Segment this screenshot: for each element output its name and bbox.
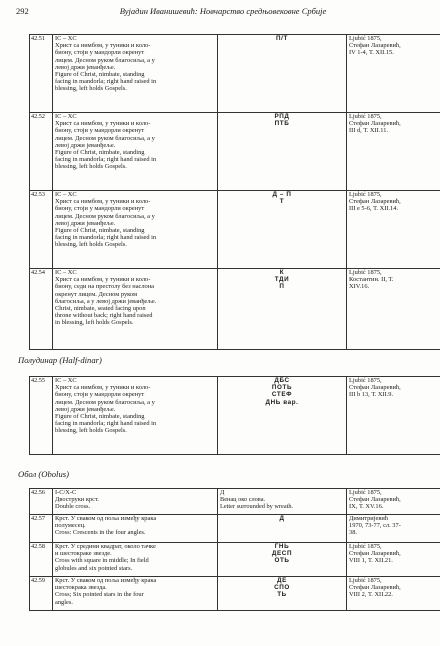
reverse-marks-line: СПО <box>274 584 290 592</box>
literature-reference-line: Стефан Лазаревић, <box>349 384 401 392</box>
obverse-description-line: IC – XC <box>55 377 77 384</box>
obverse-description-line: биону, седи на престолу без наслона <box>55 283 155 291</box>
literature-reference <box>347 577 440 611</box>
obverse-description-line: facing in mandorla; right hand raised in <box>55 78 157 86</box>
catalog-number: 42.52 <box>30 113 53 191</box>
obverse-description-line: IC – XC <box>55 113 77 120</box>
obverse-description-line: blessing, left holds Gospels. <box>55 241 127 249</box>
reverse-marks-line: Т <box>279 198 285 206</box>
obverse-description-line: IC – XC <box>55 35 77 42</box>
reverse-marks-line: РПД <box>274 113 290 120</box>
reverse-marks-line: ТЬ <box>277 591 287 599</box>
obverse-description <box>53 269 218 350</box>
literature-reference-line: Стефан Лазаревић, <box>349 584 401 592</box>
reverse-marks-line: ДЕ <box>277 577 287 584</box>
literature-reference-line: IV 1-4, Т. XII.15. <box>349 49 394 57</box>
reverse-marks-line: П/Т <box>276 35 288 42</box>
reverse-marks-line: СТЕФ <box>271 391 293 399</box>
obverse-description-line: I-C/X-C <box>55 489 77 496</box>
obverse-description-line: Cross: Crescents in the four angles. <box>55 529 146 537</box>
obverse-description-line: биону, стоји у мандорли окренут <box>55 205 145 213</box>
obverse-description-line: blessing, left holds Gospels. <box>55 427 127 435</box>
coin-table-obolus <box>29 488 440 611</box>
literature-reference-line: VIII 1, Т. XII.21. <box>349 557 393 565</box>
catalog-row <box>30 269 440 350</box>
obverse-description-line: полумесец. <box>55 522 86 530</box>
literature-reference-line: Ljubić 1875, <box>349 113 382 120</box>
reverse-marks-line: ДНЬ вар. <box>265 398 299 406</box>
obverse-description-line: globules and six pointed stars. <box>55 564 133 572</box>
obverse-description-line: IC – XC <box>55 191 77 198</box>
obverse-description-line: биону, стоји у мандорли окренут <box>55 49 145 57</box>
literature-reference <box>347 543 440 577</box>
obverse-description-line: левој држи јеванђеље. <box>55 141 116 149</box>
reverse-marks-line: ТДИ <box>274 276 290 284</box>
reverse-marks <box>218 577 347 611</box>
literature-reference <box>347 113 440 191</box>
literature-reference-line: III b 13, Т. XII.9. <box>349 391 394 399</box>
obverse-description-line: шестокрака звезда. <box>55 584 107 592</box>
literature-reference-line: III e 5-6, Т. XII.14. <box>349 205 399 213</box>
catalog-number: 42.51 <box>30 35 53 113</box>
obverse-description-line: лицем. Десном руком благосиља, а у <box>55 398 155 406</box>
obverse-description-line: лицем. Десном руком благосиља, а у <box>55 212 155 220</box>
literature-reference-line: Димитријевић <box>349 515 388 522</box>
catalog-row <box>30 35 440 113</box>
reverse-marks-line: ГНЬ <box>274 543 290 550</box>
literature-reference-line: 1970, 73-77, сл. 37- <box>349 522 401 530</box>
page-number: 292 <box>16 6 29 16</box>
obverse-description <box>53 577 218 611</box>
reverse-marks-line: ДБС <box>274 377 290 384</box>
reverse-marks-line: ПОТЬ <box>271 384 293 392</box>
coin-table-half-dinar <box>29 376 440 455</box>
literature-reference-line: Ljubić 1875, <box>349 35 382 42</box>
obverse-description <box>53 191 218 269</box>
literature-reference-line: Ljubić 1875, <box>349 577 382 584</box>
reverse-marks-line: Д <box>220 489 225 496</box>
catalog-number: 42.55 <box>30 377 53 455</box>
obverse-description-line: окренут лицем. Десном руком <box>55 290 138 298</box>
literature-reference-line: Ljubić 1875, <box>349 191 382 198</box>
reverse-marks-line: Letter surrounded by wreath. <box>220 503 294 511</box>
literature-reference <box>347 377 440 455</box>
obverse-description-line: Double cross. <box>55 503 91 511</box>
obverse-description-line: левој држи јеванђеље. <box>55 219 116 227</box>
catalog-row <box>30 577 440 611</box>
obverse-description-line: Крст. У средини квадрат, около тачке <box>55 543 156 550</box>
literature-reference-line: Ljubić 1875, <box>349 489 382 496</box>
literature-reference-line: 38. <box>349 529 357 537</box>
obverse-description-line: blessing, left holds Gospels. <box>55 85 127 93</box>
catalog-number: 42.57 <box>30 515 53 543</box>
obverse-description <box>53 515 218 543</box>
literature-reference-line: Стефан Лазаревић, <box>349 550 401 558</box>
catalog-number: 42.54 <box>30 269 53 350</box>
obverse-description-line: левој држи јеванђеље. <box>55 405 116 413</box>
catalog-number: 42.58 <box>30 543 53 577</box>
literature-reference <box>347 489 440 515</box>
literature-reference-line: Ljubić 1875, <box>349 269 382 276</box>
literature-reference-line: Стефан Лазаревић, <box>349 42 401 50</box>
literature-reference-line: Ljubić 1875, <box>349 377 382 384</box>
reverse-marks <box>218 35 347 113</box>
literature-reference <box>347 515 440 543</box>
reverse-marks-line: К <box>279 269 285 276</box>
obverse-description-line: IC – XC <box>55 269 77 276</box>
obverse-description-line: facing in mandorla; right hand raised in <box>55 156 157 164</box>
obverse-description-line: in blessing, left holds Gospels. <box>55 319 134 327</box>
reverse-marks-line: ПТБ <box>274 120 290 128</box>
obverse-description-line: Cross; Six pointed stars in the four <box>55 591 144 599</box>
catalog-row <box>30 489 440 515</box>
obverse-description-line: Крст. У сваком од поља између крака <box>55 515 157 522</box>
literature-reference-line: Ljubić 1875, <box>349 543 382 550</box>
reverse-marks-line: Д <box>279 515 285 522</box>
reverse-marks-line: ДЕСП <box>271 550 293 558</box>
obverse-description-line: facing in mandorla; right hand raised in <box>55 420 157 428</box>
reverse-marks-line: Венац око слова. <box>220 496 266 504</box>
obverse-description <box>53 35 218 113</box>
obverse-description-line: левој држи јеванђеље. <box>55 63 116 71</box>
obverse-description <box>53 113 218 191</box>
obverse-description-line: Figure of Christ, nimbate, standing <box>55 71 145 79</box>
reverse-marks <box>218 269 347 350</box>
obverse-description-line: благосиља, а у левој држи јеванђеље. <box>55 297 157 305</box>
obverse-description-line: Христ са нимбом, у туники и коло- <box>55 198 151 206</box>
catalog-number: 42.53 <box>30 191 53 269</box>
obverse-description-line: throne without back; right hand raised <box>55 312 153 320</box>
obverse-description-line: Cross with square in middle; In field <box>55 557 149 565</box>
obverse-description-line: Христ са нимбом, у туники и коло- <box>55 276 151 284</box>
reverse-marks <box>218 113 347 191</box>
catalog-row <box>30 543 440 577</box>
obverse-description-line: Figure of Christ, nimbate, standing <box>55 227 145 235</box>
catalog-row <box>30 113 440 191</box>
reverse-marks <box>218 191 347 269</box>
literature-reference <box>347 35 440 113</box>
obverse-description-line: blessing, left holds Gospels. <box>55 163 127 171</box>
literature-reference-line: III d, Т. XII.11. <box>349 127 389 135</box>
reverse-marks-line: Д – П <box>272 191 292 198</box>
coin-table-dinar <box>29 34 440 350</box>
catalog-row <box>30 191 440 269</box>
obverse-description <box>53 543 218 577</box>
catalog-number: 42.56 <box>30 489 53 515</box>
literature-reference-line: IX, Т. XV.16. <box>349 503 384 511</box>
literature-reference-line: Стефан Лазаревић, <box>349 496 401 504</box>
catalog-row <box>30 515 440 543</box>
obverse-description-line: Figure of Christ, nimbate, standing <box>55 413 145 421</box>
reverse-marks <box>218 489 347 515</box>
reverse-marks <box>218 377 347 455</box>
section-title-obolus: Обол (Obolus) <box>18 469 69 479</box>
obverse-description <box>53 489 218 515</box>
literature-reference-line: XIV.16. <box>349 283 370 291</box>
reverse-marks-line: ОТЬ <box>274 557 290 565</box>
obverse-description-line: angles. <box>55 598 73 606</box>
literature-reference-line: Стефан Лазаревић, <box>349 120 401 128</box>
catalog-number: 42.59 <box>30 577 53 611</box>
obverse-description-line: Христ са нимбом, у туники и коло- <box>55 384 151 392</box>
obverse-description-line: биону, стоји у мандорли окренут <box>55 391 145 399</box>
obverse-description <box>53 377 218 455</box>
reverse-marks <box>218 543 347 577</box>
obverse-description-line: и шестокраке звезде. <box>55 550 112 558</box>
obverse-description-line: лицем. Десном руком благосиља, а у <box>55 134 155 142</box>
obverse-description-line: Двоструки крст. <box>55 496 99 504</box>
obverse-description-line: Figure of Christ, nimbate, standing <box>55 149 145 157</box>
literature-reference-line: Костантин. II, Т. <box>349 276 394 284</box>
obverse-description-line: лицем. Десном руком благосиља, а у <box>55 56 155 64</box>
obverse-description-line: Христ са нимбом, у туники и коло- <box>55 120 151 128</box>
obverse-description-line: Christ, nimbate, seated facing upon <box>55 305 146 313</box>
page-header <box>16 6 430 18</box>
literature-reference-line: VIII 2, Т. XII.22. <box>349 591 393 599</box>
catalog-row <box>30 377 440 455</box>
obverse-description-line: биону, стоји у мандорли окренут <box>55 127 145 135</box>
obverse-description-line: Христ са нимбом, у туники и коло- <box>55 42 151 50</box>
literature-reference <box>347 191 440 269</box>
obverse-description-line: Крст. У сваком од поља између крака <box>55 577 157 584</box>
literature-reference <box>347 269 440 350</box>
section-title-half-dinar: Полудинар (Half-dinar) <box>18 355 102 365</box>
literature-reference-line: Стефан Лазаревић, <box>349 198 401 206</box>
obverse-description-line: facing in mandorla; right hand raised in <box>55 234 157 242</box>
running-title: Вујадин Иванишевић: Новчарство средњовековне Србије <box>119 6 327 16</box>
reverse-marks-line: П <box>279 283 285 291</box>
reverse-marks <box>218 515 347 543</box>
